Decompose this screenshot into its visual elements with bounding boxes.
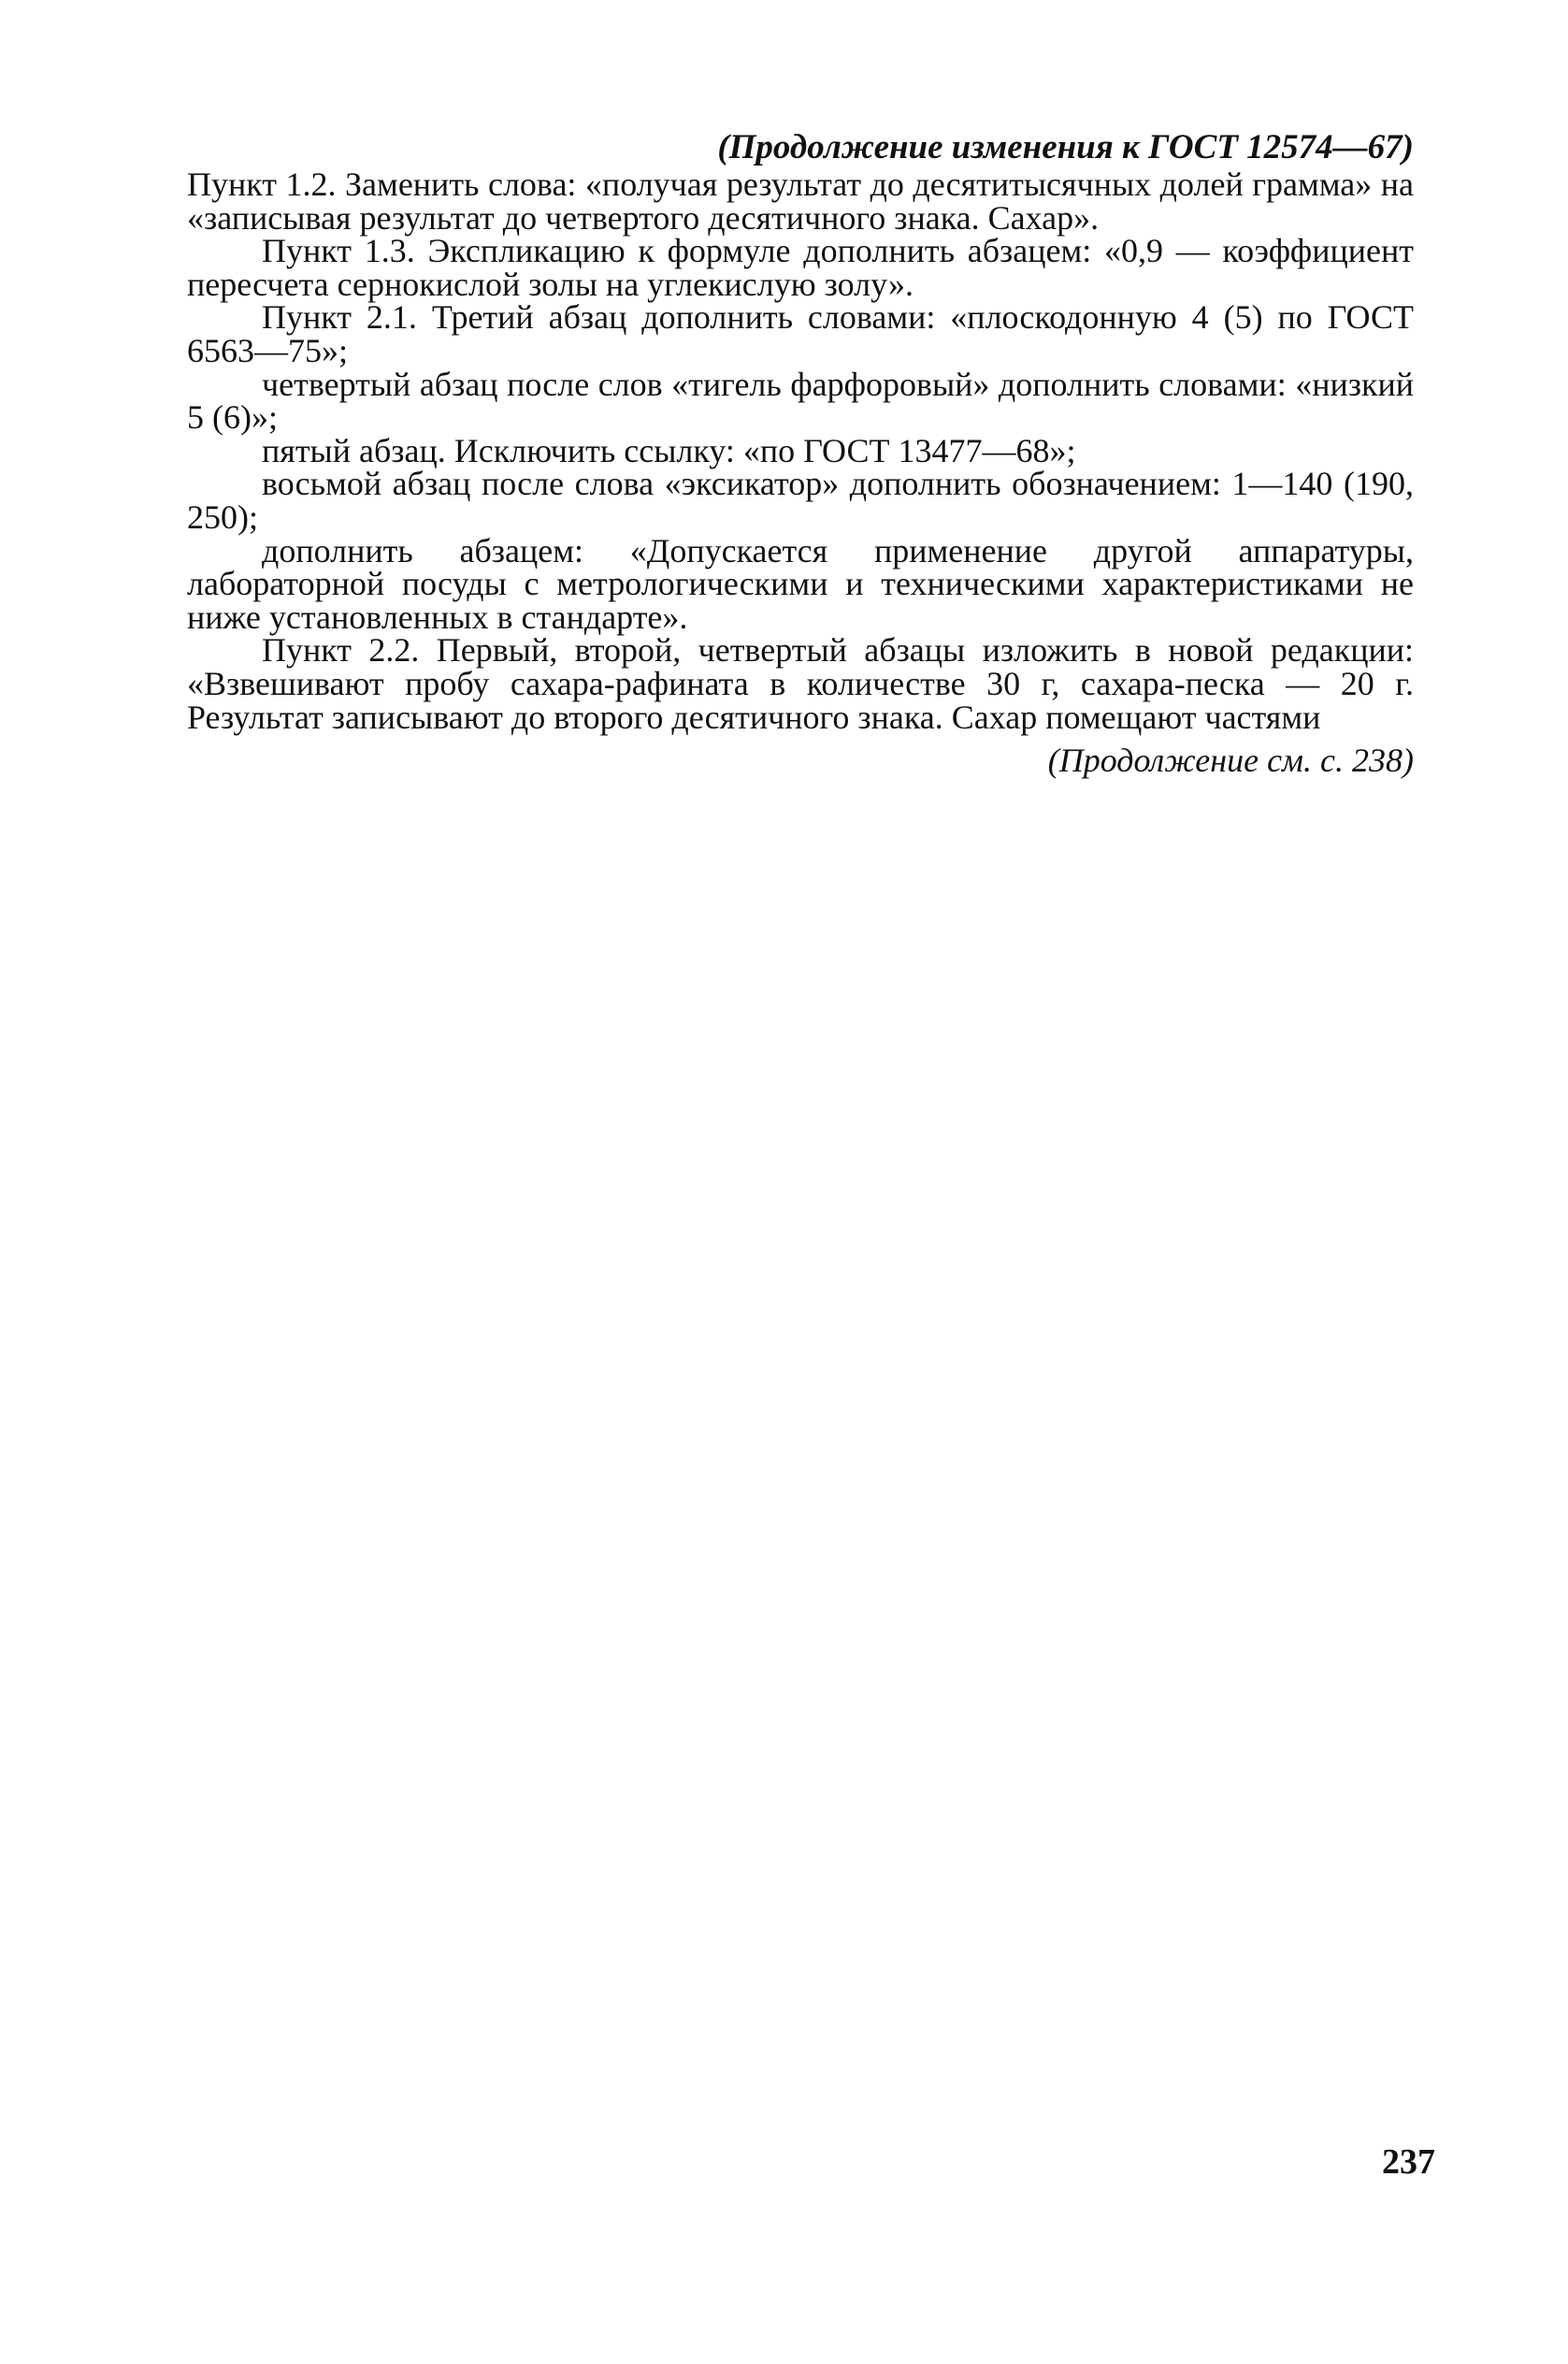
paragraph-5: пятый абзац. Исключить ссылку: «по ГОСТ 13477—68»; — [262, 431, 1076, 469]
paragraph-8: Пункт 2.2. Первый, второй, четвертый абзацы изложить в новой редакции: «Взвешивают пробу сахара-рафината в количестве 30 г, сахара-песка — 20 г. Результат записывают до второго десятичного знака. Сахар помещают частями — [187, 631, 1414, 736]
page-number: 237 — [1382, 2142, 1435, 2182]
continuation-note: (Продолжение см. с. 238) — [1047, 742, 1414, 780]
text-block — [187, 129, 1414, 779]
paragraph-4: четвертый абзац после слов «тигель фарфоровый» дополнить словами: «низкий 5 (6)»; — [187, 365, 1414, 437]
paragraph-1: Пункт 1.2. Заменить слова: «получая результат до десятитысячных долей грамма» на «записывая результат до четвертого десятичного знака. Сахар». — [187, 166, 1414, 237]
paragraph-2: Пункт 1.3. Экспликацию к формуле дополнить абзацем: «0,9 — коэффициент пересчета сернокислой золы на углекислую золу». — [187, 232, 1414, 303]
running-header: (Продолжение изменения к ГОСТ 12574—67) — [717, 128, 1414, 166]
paragraph-7: дополнить абзацем: «Допускается применение другой аппаратуры, лабораторной посуды с метрологическими и техническими характеристиками не ниже установленных в стандарте». — [187, 531, 1414, 636]
paragraph-3: Пункт 2.1. Третий абзац дополнить словами: «плоскодонную 4 (5) по ГОСТ 6563—75»; — [187, 298, 1414, 369]
paragraph-6: восьмой абзац после слова «эксикатор» дополнить обозначением: 1—140 (190, 250); — [187, 465, 1414, 536]
